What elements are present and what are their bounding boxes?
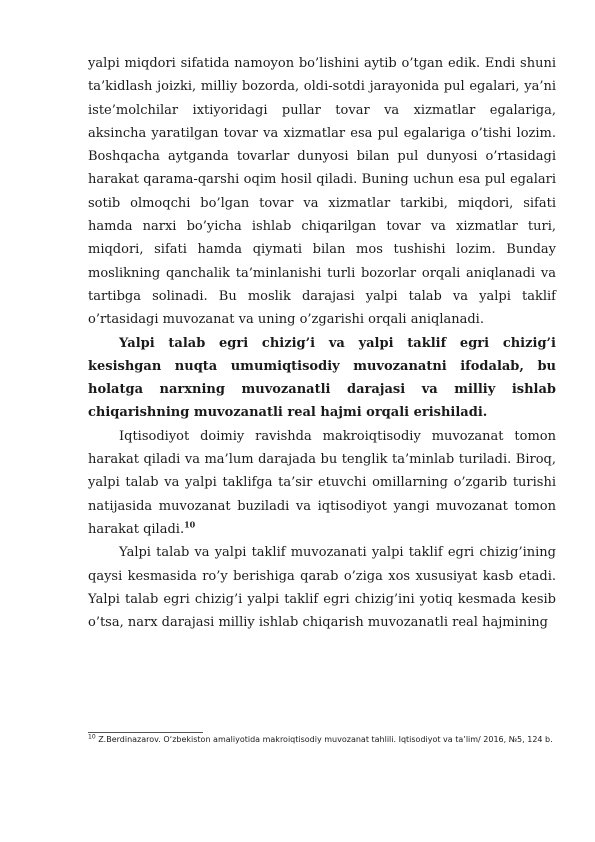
footnote: [88, 734, 558, 745]
footnote-reference[interactable]: 10: [184, 519, 196, 530]
paragraph-3: [88, 425, 556, 541]
page-body: [88, 52, 556, 634]
footnote-number: 10: [88, 733, 96, 741]
paragraph-1: yalpi miqdori sifatida namoyon bo’lishini aytib o’tgan edik. Endi shuni ta’kidlash joizki, milliy bozorda, oldi-sotdi jarayonida pul egalari, ya’ni iste’molchilar ixtiyoridagi pullar tovar va xizmatlar egalariga, aksincha yaratilgan tovar va xizmatlar esa pul egalariga o’tishi lozim. Boshqacha aytganda tovarlar dunyosi bilan pul dunyosi o’rtasidagi harakat qarama-qarshi oqim hosil qiladi. Buning uchun esa pul egalari sotib olmoqchi bo’lgan tovar va xizmatlar tarkibi, miqdori, sifati hamda narxi bo’yicha ishlab chiqarilgan tovar va xizmatlar turi, miqdori, sifati hamda qiymati bilan mos tushishi lozim. Bunday moslikning qanchalik ta’minlanishi turli bozorlar orqali aniqlanadi va tartibga solinadi. Bu moslik darajasi yalpi talab va yalpi taklif o’rtasidagi muvozanat va uning o’zgarishi orqali aniqlanadi.: [88, 56, 556, 328]
paragraph-2-bold: Yalpi talab egri chizig’i va yalpi taklif egri chizig’i kesishgan nuqta umumiqtisodiy muvozanatni ifodalab, bu holatga narxning muvozanatli darajasi va milliy ishlab chiqarishning muvozanatli real hajmi orqali erishiladi.: [88, 335, 556, 421]
paragraph-3-text: Iqtisodiyot doimiy ravishda makroiqtisodiy muvozanat tomon harakat qiladi va ma’lum darajada bu tenglik ta’minlab turiladi. Biroq, yalpi talab va yalpi taklifga ta’sir etuvchi omillarning o’zgarib turishi natijasida muvozanat buziladi va iqtisodiyot yangi muvozanat tomon harakat qiladi.: [88, 428, 556, 537]
paragraph-4: Yalpi talab va yalpi taklif muvozanati yalpi taklif egri chizig’ining qaysi kesmasida ro’y berishiga qarab o’ziga xos xususiyat kasb etadi. Yalpi talab egri chizig’i yalpi taklif egri chizig’ini yotiq kesmada kesib o’tsa, narx darajasi milliy ishlab chiqarish muvozanatli real hajmining: [88, 545, 556, 631]
footnote-text: Z.Berdinazarov. O‘zbekiston amaliyotida makroiqtisodiy muvozanat tahlili. Iqtisodiyot va ta’lim/ 2016, №5, 124 b.: [98, 735, 553, 744]
footnote-divider: [88, 732, 203, 733]
